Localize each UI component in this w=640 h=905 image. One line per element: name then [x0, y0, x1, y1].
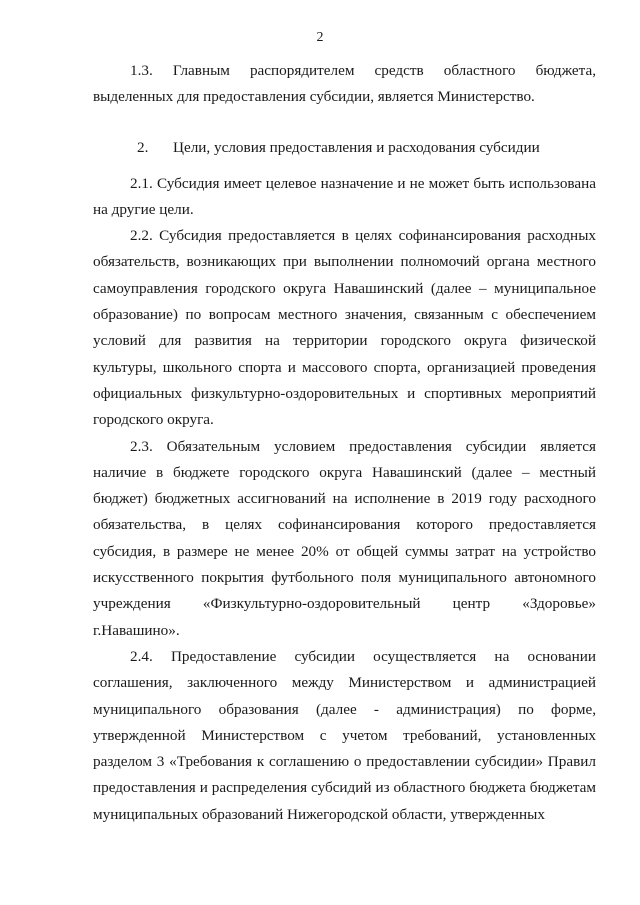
paragraph-2-4: 2.4. Предоставление субсидии осуществляется на основании соглашения, заключенного между Министерством и администрацией муниципального образования (далее - администрация) по форме, утвержденной Министерством с учетом требований, установленных разделом 3 «Требования к соглашению о предоставлении субсидии» Правил предоставления и распределения субсидий из областного бюджета бюджетам муниципальных образований Нижегородской области, утвержденных — [93, 647, 596, 823]
spacer — [93, 161, 596, 171]
document-body — [93, 58, 596, 828]
paragraph-1-3: 1.3. Главным распорядителем средств областного бюджета, выделенных для предоставления субсидии, является Министерство. — [93, 62, 596, 106]
paragraph-2-2: 2.2. Субсидия предоставляется в целях софинансирования расходных обязательств, возникающих при выполнении полномочий органа местного самоуправления городского округа Навашинский (далее – муниципальное образование) по вопросам местного значения, связанным с обеспечением условий для развития на территории городского округа физической культуры, школьного спорта и массового спорта, организацией проведения официальных физкультурно-оздоровительных и спортивных мероприятий городского округа. — [93, 227, 596, 429]
page-number: 2 — [316, 30, 324, 45]
paragraph-2-3: 2.3. Обязательным условием предоставления субсидии является наличие в бюджете городского округа Навашинский (далее – местный бюджет) бюджетных ассигнований на исполнение в 2019 году расходного обязательства, в целях софинансирования которого предоставляется субсидия, в размере не менее 20% от общей суммы затрат на устройство искусственного покрытия футбольного поля муниципального автономного учреждения «Физкультурно-оздоровительный центр «Здоровье» г.Навашино». — [93, 437, 596, 639]
paragraph-2-1: 2.1. Субсидия имеет целевое назначение и не может быть использована на другие цели. — [93, 174, 596, 218]
section-number: 2. — [137, 138, 149, 156]
section-title: Цели, условия предоставления и расходования субсидии — [173, 138, 540, 156]
section-heading — [93, 135, 596, 161]
spacer — [93, 111, 596, 135]
